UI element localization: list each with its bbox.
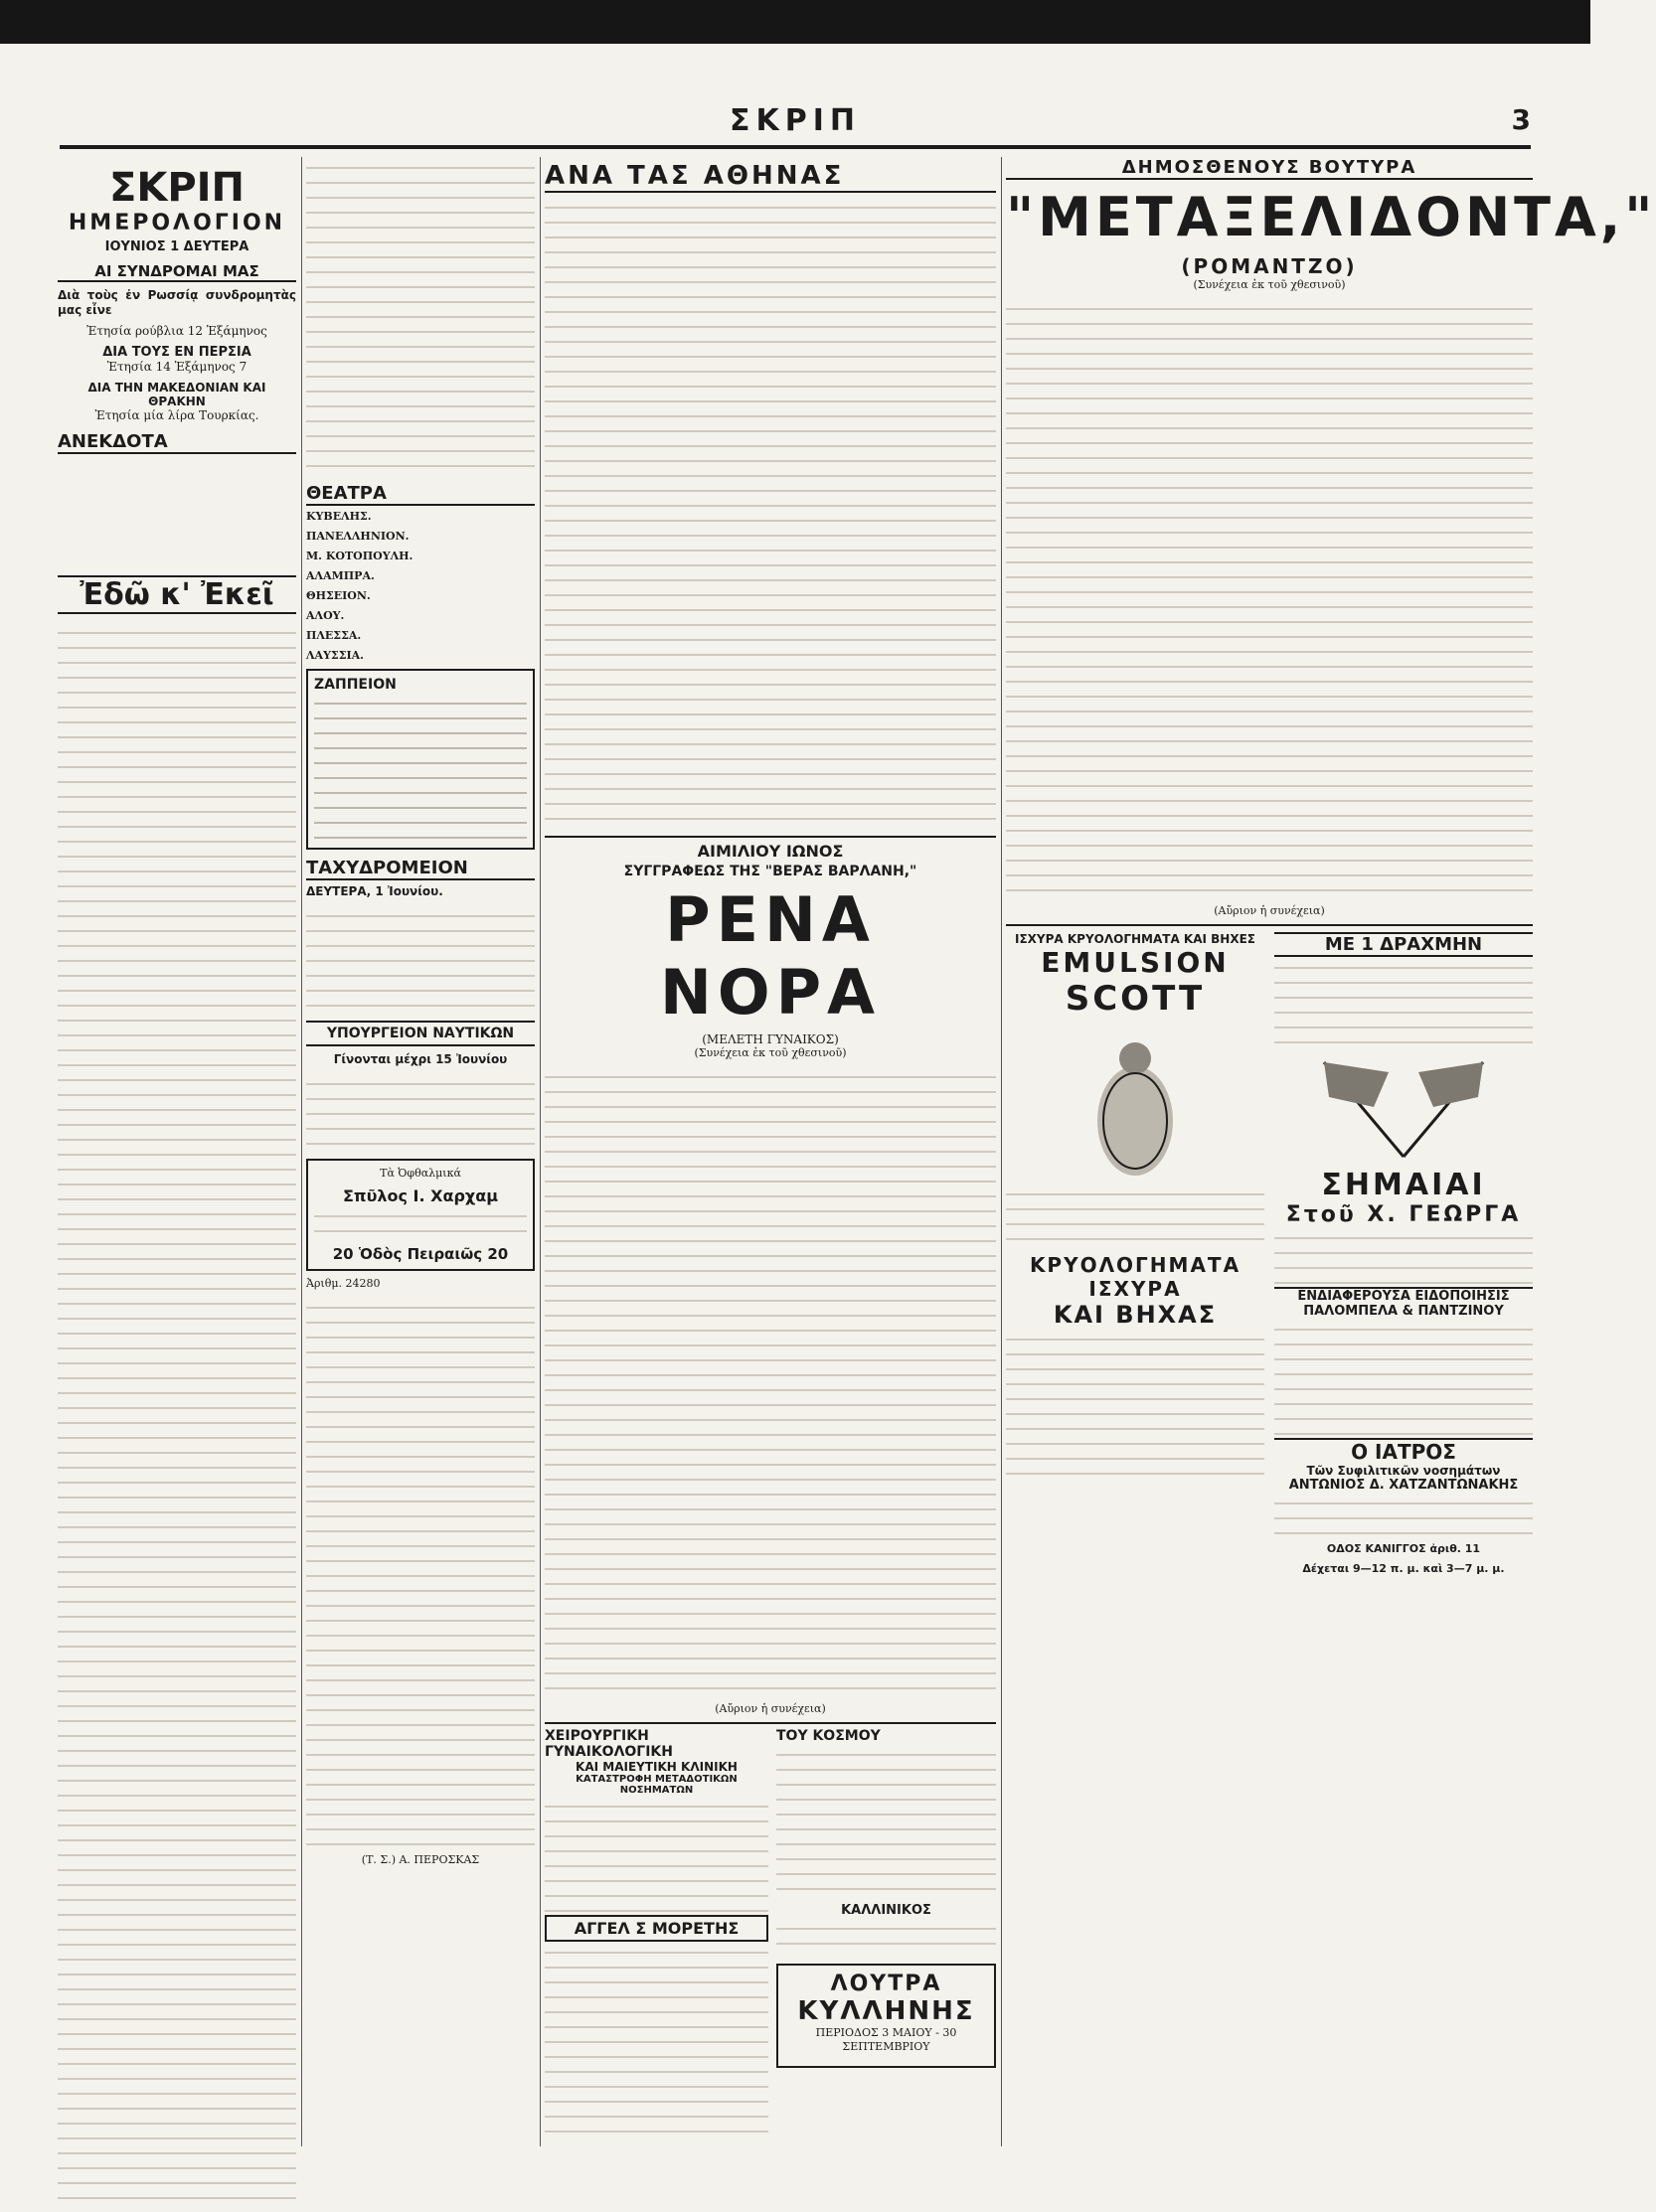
theatre-name: ΘΗΣΕΙΟΝ. — [306, 589, 371, 602]
ministry-note: Γίνονται μέχρι 15 Ἰουνίου — [333, 1052, 508, 1066]
novel-author-sub: ΣΥΓΓΡΑΦΕΩΣ ΤΗΣ "ΒΕΡΑΣ ΒΑΡΛΑΝΗ," — [623, 864, 917, 879]
loutra-period: ΠΕΡΙΟΔΟΣ 3 ΜΑΙΟΥ - 30 ΣΕΠΤΕΜΒΡΙΟΥ — [815, 2026, 957, 2053]
sub-macedonia-price: Ἐτησία μία λίρα Τουρκίας. — [94, 408, 259, 422]
column-4 — [1006, 157, 1656, 2146]
athens-heading: ΑΝΑ ΤΑΣ ΑΘΗΝΑΣ — [545, 161, 996, 193]
flags-ad — [1274, 932, 1533, 1582]
flags-illustration — [1294, 1052, 1513, 1162]
body-text-placeholder — [1274, 1493, 1533, 1542]
theatre-name: ΠΛΕΣΣΑ. — [306, 629, 362, 642]
calendar-title: ΗΜΕΡΟΛΟΓΙΟΝ — [68, 211, 286, 236]
zappeion-title: ΖΑΠΠΕΙΟΝ — [314, 677, 397, 693]
notice-number: Ἀριθμ. 24280 — [306, 1277, 381, 1290]
ophthalmic-ad — [306, 1159, 535, 1271]
body-text-placeholder — [1274, 957, 1533, 1046]
page-number: 3 — [1511, 103, 1531, 136]
body-text-placeholder — [1006, 1329, 1264, 1488]
serial-continued: (Συνέχεια ἐκ τοῦ χθεσινοῦ) — [1193, 278, 1346, 291]
body-text-placeholder — [314, 1205, 527, 1245]
theatre-item — [306, 629, 535, 643]
subscriptions-title: ΑΙ ΣΥΝΔΡΟΜΑΙ ΜΑΣ — [58, 262, 296, 282]
kyllinis-title: ΚΥΛΛΗΝΗΣ — [797, 1996, 975, 2026]
body-text-placeholder — [306, 905, 535, 1015]
body-text-placeholder — [545, 1066, 996, 1702]
iatros-subtitle: Τῶν Συφιλιτικῶν νοσημάτων — [1306, 1464, 1501, 1478]
edo-ekei-heading: Ἐδῶ κ' Ἐκεῖ — [58, 575, 296, 614]
body-text-placeholder — [1006, 298, 1533, 904]
body-text-placeholder — [776, 1744, 996, 1903]
body-text-placeholder — [306, 1073, 535, 1153]
column-2 — [306, 157, 535, 2146]
anecdotes-heading: ΑΝΕΚΔΟΤΑ — [58, 431, 296, 454]
theatre-name: Μ. ΚΟΤΟΠΟΥΛΗ. — [306, 550, 414, 562]
iatros-title: Ο ΙΑΤΡΟΣ — [1274, 1438, 1533, 1464]
body-text-placeholder — [776, 1918, 996, 1958]
theatre-name: ΠΑΝΕΛΛΗΝΙΟΝ. — [306, 530, 410, 543]
novel-continued: (Συνέχεια ἐκ τοῦ χθεσινοῦ) — [694, 1046, 847, 1059]
novel-author: ΑΙΜΙΛΙΟΥ ΙΩΝΟΣ — [545, 836, 996, 861]
body-text-placeholder — [306, 1297, 535, 1853]
post-date: ΔΕΥΤΕΡΑ, 1 Ἰουνίου. — [306, 884, 443, 898]
column-divider — [1001, 157, 1002, 2146]
clinic-subtitle-2: ΚΑΤΑΣΤΡΟΦΗ ΜΕΤΑΔΟΤΙΚΩΝ ΝΟΣΗΜΑΤΩΝ — [576, 1774, 738, 1796]
masthead-rule — [60, 145, 1531, 149]
sub-persia-price: Ἐτησία 14 Ἑξάμηνος 7 — [106, 360, 248, 374]
theatre-item — [306, 609, 535, 623]
sub-persia-title: ΔΙΑ ΤΟΥΣ ΕΝ ΠΕΡΣΙΑ — [102, 345, 251, 360]
ads-row — [545, 1722, 996, 2140]
theatres-list — [306, 510, 535, 663]
novel-subtitle: (ΜΕΛΕΤΗ ΓΥΝΑΙΚΟΣ) — [702, 1032, 839, 1046]
body-text-placeholder — [58, 622, 296, 2212]
palombella-title: ΕΝΔΙΑΦΕΡΟΥΣΑ ΕΙΔΟΠΟΙΗΣΙΣ ΠΑΛΟΜΠΕΛΑ & ΠΑΝΤΖΙΝΟΥ — [1274, 1287, 1533, 1319]
body-text-placeholder — [314, 693, 527, 842]
newspaper-title: ΣΚΡΙΠ — [730, 103, 861, 138]
loutra-ad — [776, 1964, 996, 2068]
masthead — [60, 103, 1531, 149]
kosmou-title: ΤΟΥ ΚΟΣΜΟΥ — [776, 1728, 881, 1744]
sub-russia-price: Ἐτησία ρούβλια 12 Ἑξάμηνος — [86, 324, 267, 338]
ophthalmic-label: Τὰ Ὀφθαλμικά — [380, 1167, 461, 1180]
novel-title: ΡΕΝΑ ΝΟΡΑ — [659, 883, 882, 1028]
theatre-item — [306, 510, 535, 524]
fisherman-illustration — [1080, 1027, 1190, 1176]
kallinikos-title: ΚΑΛΛΙΝΙΚΟΣ — [841, 1903, 931, 1918]
scott-bex: ΙΣΧΥΡΑ ΚΡΥΟΛΟΓΗΜΑΤΑ ΚΑΙ ΒΗΧΕΣ — [1015, 932, 1255, 946]
kosmou-ad — [776, 1728, 996, 2140]
clinic-title: ΧΕΙΡΟΥΡΓΙΚΗ ΓΥΝΑΙΚΟΛΟΓΙΚΗ — [545, 1728, 674, 1760]
notice-signature: (Τ. Σ.) Α. ΠΕΡΟΣΚΑΣ — [361, 1853, 480, 1866]
moretis-name: ΑΓΓΕΛ Σ ΜΟΡΕΤΗΣ — [545, 1915, 768, 1942]
theatre-name: ΑΛΟΥ. — [306, 609, 345, 622]
clinic-ad — [545, 1728, 768, 2140]
serial-subtitle: (ΡΟΜΑΝΤΖΟ) — [1181, 254, 1358, 278]
kryo-title: ΚΡΥΟΛΟΓΗΜΑΤΑ ΙΣΧΥΡΑ — [1029, 1253, 1242, 1301]
column-divider — [301, 157, 302, 2146]
emulsion-word: EMULSION — [1041, 946, 1230, 979]
theatre-item — [306, 569, 535, 583]
georga-title: Στοῦ Χ. ΓΕΩΡΓΑ — [1285, 1202, 1522, 1227]
body-text-placeholder — [1006, 1184, 1264, 1253]
theatre-item — [306, 589, 535, 603]
serial-title: "ΜΕΤΑΞΕΛΙΔΟΝΤΑ," — [1006, 186, 1656, 248]
body-text-placeholder — [1274, 1319, 1533, 1438]
serial-tomorrow: (Αὔριον ἡ συνέχεια) — [1214, 904, 1325, 917]
theatres-heading: ΘΕΑΤΡΑ — [306, 483, 535, 506]
simaiai-title: ΣΗΜΑΙΑΙ — [1321, 1168, 1486, 1202]
body-text-placeholder — [1274, 1227, 1533, 1287]
theatre-item — [306, 550, 535, 563]
loutra-title: ΛΟΥΤΡΑ — [830, 1972, 942, 1996]
theatre-name: ΛΑΥΣΣΙΑ. — [306, 649, 364, 662]
kai-bichas-title: ΚΑΙ ΒΗΧΑΣ — [1053, 1301, 1218, 1329]
body-text-placeholder — [306, 157, 535, 475]
calendar-date: ΙΟΥΝΙΟΣ 1 ΔΕΥΤΕΡΑ — [104, 239, 249, 254]
iatros-hours: Δέχεται 9—12 π. μ. καὶ 3—7 μ. μ. — [1302, 1562, 1505, 1575]
clinic-subtitle: ΚΑΙ ΜΑΙΕΥΤΙΚΗ ΚΛΙΝΙΚΗ — [576, 1760, 738, 1774]
body-text-placeholder — [545, 1942, 768, 2140]
serial-author: ΔΗΜΟΣΘΕΝΟΥΣ ΒΟΥΤΥΡΑ — [1006, 157, 1533, 180]
sub-russia: Διὰ τοὺς ἐν Ρωσσίᾳ συνδρομητὰς μας εἶνε — [58, 288, 296, 317]
body-text-placeholder: ⠀ — [58, 458, 67, 471]
scott-word: SCOTT — [1065, 979, 1206, 1019]
theatre-name: ΑΛΑΜΠΡΑ. — [306, 569, 375, 582]
theatre-item — [306, 649, 535, 663]
body-text-placeholder — [545, 197, 996, 833]
sub-macedonia-title: ΔΙΑ ΤΗΝ ΜΑΚΕΔΟΝΙΑΝ ΚΑΙ ΘΡΑΚΗΝ — [87, 381, 266, 408]
theatre-item — [306, 530, 535, 544]
ministry-heading: ΥΠΟΥΡΓΕΙΟΝ ΝΑΥΤΙΚΩΝ — [306, 1021, 535, 1046]
column-3 — [545, 157, 996, 2146]
iatros-name: ΑΝΤΩΝΙΟΣ Δ. ΧΑΤΖΑΝΤΩΝΑΚΗΣ — [1288, 1478, 1519, 1493]
column-divider — [540, 157, 541, 2146]
zappeion-box — [306, 669, 535, 850]
top-dark-band — [0, 0, 1590, 44]
ads-row-right — [1006, 924, 1533, 1582]
column-1 — [58, 157, 296, 2146]
scott-ad — [1006, 932, 1264, 1582]
skrip-logo: ΣΚΡΙΠ — [109, 165, 245, 211]
ophthalmic-address: 20 Ὁδὸς Πειραιῶς 20 — [332, 1245, 509, 1263]
iatros-address: ΟΔΟΣ ΚΑΝΙΓΓΟΣ ἀριθ. 11 — [1326, 1542, 1481, 1555]
post-heading: ΤΑΧΥΔΡΟΜΕΙΟΝ — [306, 858, 535, 880]
novel-tomorrow: (Αὔριον ἡ συνέχεια) — [715, 1702, 826, 1715]
ophthalmic-name: Σπῦλος Ι. Χαρχαμ — [342, 1186, 499, 1205]
theatre-name: ΚΥΒΕΛΗΣ. — [306, 510, 372, 523]
drachmi-heading: ΜΕ 1 ΔΡΑΧΜΗΝ — [1274, 932, 1533, 957]
body-text-placeholder — [545, 1796, 768, 1915]
